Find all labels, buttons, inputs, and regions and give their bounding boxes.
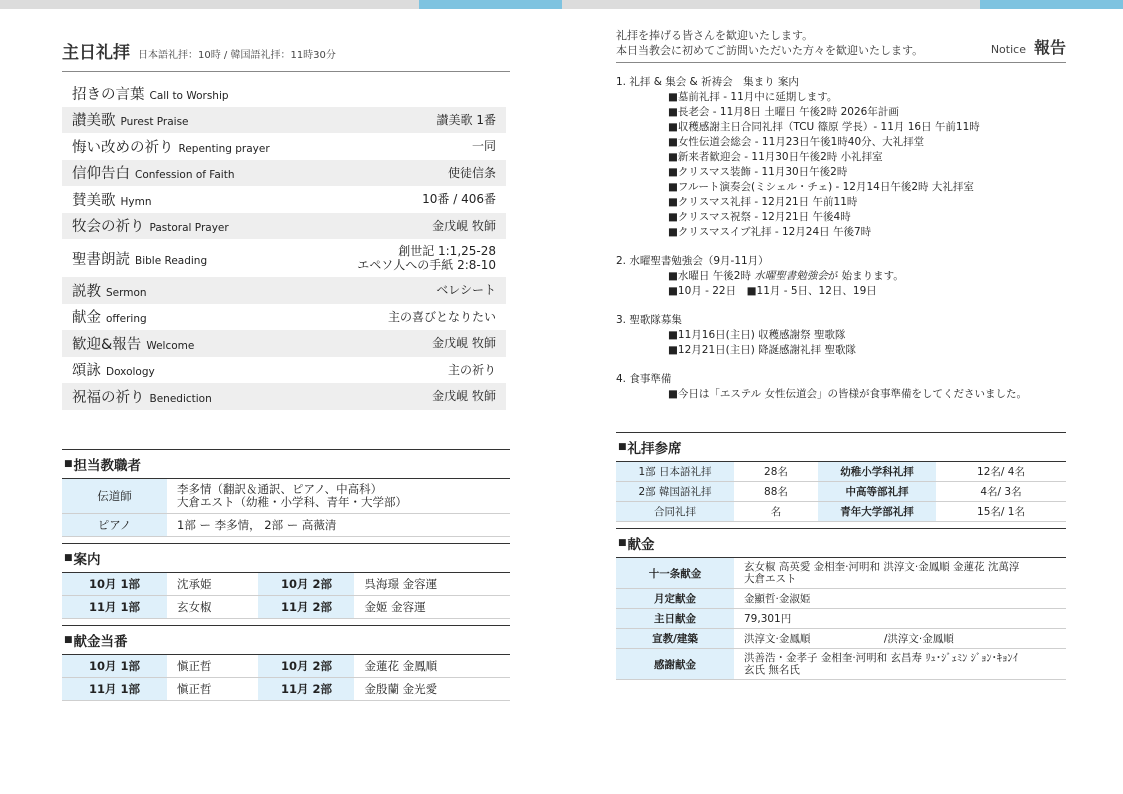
staff-title: 担当教職者: [73, 457, 142, 474]
staff-label: ピアノ: [62, 513, 167, 536]
guide-cell: 沈承姫: [167, 573, 258, 596]
attendance-cell: 4名/ 3名: [936, 482, 1066, 502]
staff-value: 李多情（翻訳＆通訳、ピアノ、中高科）: [177, 481, 383, 496]
order-row: [62, 304, 506, 331]
order-item-en: Hymn: [120, 195, 152, 208]
attendance-table: [616, 462, 1066, 522]
duty-cell: 愼正哲: [167, 677, 258, 700]
guide-cell: 10月 1部: [62, 573, 167, 596]
order-item-ja: 聖書朗読: [72, 251, 130, 268]
donation-value: 79,301円: [734, 609, 1066, 629]
service-subtitle: 日本語礼拝：10時 / 韓国語礼拝：11時30分: [138, 50, 336, 61]
duty-cell: 11月 2部: [258, 677, 354, 700]
announcement-item: [616, 269, 1066, 284]
order-item-value: 金戊峴 牧師: [432, 336, 496, 351]
donations-table: [616, 558, 1066, 680]
offering-duty-section: [62, 625, 510, 701]
donation-label: 宣教/建築: [616, 629, 734, 649]
welcome-line: 本日当教会に初めてご訪問いただいた方々を歓迎いたします。: [616, 44, 924, 57]
donations-header: [616, 528, 1066, 558]
order-item-value: 金戊峴 牧師: [432, 218, 496, 233]
announcement-item: ■フルート演奏会(ミシェル・チェ) - 12月14日午後2時 大礼拝室: [668, 181, 974, 193]
welcome-text: [616, 28, 923, 58]
text-part-italic: 水曜聖書勉強会: [754, 270, 828, 282]
order-row: [62, 357, 506, 384]
order-item-value: 10番 / 406番: [422, 192, 496, 207]
order-item-en: Sermon: [106, 286, 147, 299]
donation-label: 主日献金: [616, 609, 734, 629]
order-item-ja: 賛美歌: [72, 192, 116, 209]
announcement-section: [616, 372, 1066, 402]
staff-value-2: 大倉エスト（幼稚・小学科、青年・大学部）: [177, 494, 407, 509]
staff-table: [62, 479, 510, 537]
announcement-item: ■11月16日(主日) 収穫感謝祭 聖歌隊: [668, 329, 846, 341]
section-mark-icon: ■: [64, 552, 73, 563]
donation-label: 月定献金: [616, 589, 734, 609]
announcement-item: ■クリスマス祝祭 - 12月21日 午後4時: [668, 211, 851, 223]
duty-cell: 10月 2部: [258, 655, 354, 678]
staff-section: [62, 449, 510, 537]
order-item-value: ベレシート: [436, 283, 496, 298]
order-item-ja: 歓迎&報告: [72, 336, 142, 353]
announcement-section: [616, 254, 1066, 299]
announcement-item: ■女性伝道会総会 - 11月23日午後1時40分、大礼拝堂: [668, 136, 925, 148]
order-item-ja: 信仰告白: [72, 166, 130, 183]
order-item-en: Confession of Faith: [135, 169, 235, 182]
order-row: [62, 239, 506, 277]
guide-section: [62, 543, 510, 619]
order-row: [62, 133, 506, 160]
guide-cell: 11月 1部: [62, 595, 167, 618]
attendance-cell: 88名: [734, 482, 818, 502]
attendance-cell: 1部 日本語礼拝: [616, 462, 734, 482]
order-item-value: 主の喜びとなりたい: [387, 309, 496, 324]
order-row: [62, 277, 506, 304]
order-item-value: 主の祈り: [447, 362, 496, 377]
attendance-cell: 青年大学部礼拝: [818, 502, 936, 522]
order-item-ja: 頌詠: [72, 363, 101, 380]
donation-value: 玄女椒 高英愛 金相奎·河明和 洪淳文·金鳳順 金蓮花 沈萬淳: [744, 561, 1020, 573]
announcement-item: ■10月 - 22日 ■11月 - 5日、12日、19日: [668, 285, 877, 297]
guide-cell: 玄女椒: [167, 595, 258, 618]
announcement-item: ■クリスマス装飾 - 11月30日午後2時: [668, 166, 848, 178]
staff-label: 伝道師: [62, 479, 167, 514]
text-part: が 始まります。: [827, 270, 904, 282]
order-item-ja: 牧会の祈り: [72, 219, 145, 236]
top-bar-left-accent: [419, 0, 562, 9]
attendance-cell: 名: [734, 502, 818, 522]
donations-section: [616, 528, 1066, 680]
announcement-item: ■クリスマス礼拝 - 12月21日 午前11時: [668, 196, 858, 208]
announcement-title: 2. 水曜聖書勉強会（9月-11月）: [616, 255, 769, 267]
guide-title: 案内: [73, 551, 101, 568]
donations-title: 献金: [627, 537, 655, 553]
offering-duty-header: [62, 625, 510, 655]
donation-label: 十一条献金: [616, 558, 734, 589]
announcement-section: [616, 313, 1066, 358]
section-mark-icon: ■: [618, 442, 627, 452]
order-item-value: 一同: [471, 139, 496, 154]
order-row: [62, 160, 506, 187]
order-row: [62, 383, 506, 410]
attendance-cell: 中高等部礼拝: [818, 482, 936, 502]
donation-label: 感謝献金: [616, 649, 734, 680]
announcement-item: ■12月21日(主日) 降誕感謝礼拝 聖歌隊: [668, 344, 857, 356]
order-row: [62, 107, 506, 134]
announcement-item: ■新来者歓迎会 - 11月30日午後2時 小礼拝室: [668, 151, 883, 163]
duty-cell: 金殷蘭 金光愛: [354, 677, 510, 700]
order-item-en: Call to Worship: [149, 89, 229, 102]
order-item-en: Welcome: [146, 339, 195, 352]
order-item-value: 金戊峴 牧師: [432, 389, 496, 404]
attendance-section: [616, 432, 1066, 522]
top-bar-right-accent: [980, 0, 1123, 9]
notice-label-ja: 報告: [1033, 38, 1066, 57]
announcement-title: 4. 食事準備: [616, 373, 672, 385]
order-item-value: 使徒信条: [447, 165, 496, 180]
announcement-title: 3. 聖歌隊募集: [616, 314, 682, 326]
order-item-ja: 讃美歌: [72, 113, 116, 130]
guide-cell: 11月 2部: [258, 595, 354, 618]
order-item-ja: 説教: [72, 283, 101, 300]
offering-duty-title: 献金当番: [73, 633, 128, 650]
order-item-en: offering: [106, 313, 147, 326]
announcement-item: ■クリスマスイブ礼拝 - 12月24日 午後7時: [668, 226, 872, 238]
order-item-en: Purest Praise: [120, 116, 189, 129]
duty-cell: 11月 1部: [62, 677, 167, 700]
attendance-title: 礼拝参席: [627, 441, 682, 457]
top-bar-right: [562, 0, 980, 9]
attendance-cell: 15名/ 1名: [936, 502, 1066, 522]
donation-value-2: 玄氏 無名氏: [744, 664, 800, 676]
donation-value: 洪淳文·金鳳順 /洪淳文·金鳳順: [734, 629, 1066, 649]
order-item-en: Repenting prayer: [178, 142, 270, 155]
top-bar-left: [0, 0, 419, 9]
guide-table: [62, 573, 510, 619]
service-title: 主日礼拝: [62, 43, 130, 63]
left-page: [62, 38, 510, 701]
guide-cell: 10月 2部: [258, 573, 354, 596]
attendance-cell: 28名: [734, 462, 818, 482]
announcement-item: ■墓前礼拝 - 11月中に延期します。: [668, 91, 838, 103]
order-item-en: Benediction: [149, 392, 212, 405]
order-item-value: 創世記 1:1,25-28: [398, 244, 496, 258]
announcements: [616, 75, 1066, 402]
order-item-value: 讃美歌 1番: [436, 112, 496, 127]
guide-cell: 金姬 金容運: [354, 595, 510, 618]
text-part: ■水曜日 午後2時: [668, 270, 755, 282]
attendance-header: [616, 432, 1066, 462]
attendance-cell: 2部 韓国語礼拝: [616, 482, 734, 502]
order-row: [62, 80, 506, 107]
offering-duty-table: [62, 655, 510, 701]
order-row: [62, 213, 506, 240]
announcement-item: ■長老会 - 11月8日 土曜日 午後2時 2026年計画: [668, 106, 899, 118]
staff-value: 1部 ー 李多情， 2部 ー 高薇清: [167, 513, 510, 536]
welcome-line: 礼拝を捧げる皆さんを歓迎いたします。: [616, 29, 814, 42]
donation-value-2: 大倉エスト: [744, 573, 797, 585]
order-row: [62, 330, 506, 357]
donation-value: 金顯哲·金淑姫: [734, 589, 1066, 609]
attendance-cell: 幼稚小学科礼拝: [818, 462, 936, 482]
section-mark-icon: ■: [64, 634, 73, 645]
order-item-value-2: エペソ人への手紙 2:8-10: [357, 258, 496, 272]
notice-header: [616, 28, 1066, 63]
donation-value: 洪善浩・金孝子 金相奎·河明和 玄昌寿 ﾘｭ･ｼﾞｪﾐﾝ ｼﾞｮﾝ･ｷｮﾝｲ: [744, 652, 1018, 664]
order-row: [62, 186, 506, 213]
order-item-en: Bible Reading: [135, 254, 208, 267]
duty-cell: 金蓮花 金鳳順: [354, 655, 510, 678]
duty-cell: 愼正哲: [167, 655, 258, 678]
announcement-item: ■収穫感謝主日合同礼拝（TCU 篠原 学長）- 11月 16日 午前11時: [668, 121, 980, 133]
section-mark-icon: ■: [618, 538, 627, 548]
order-item-en: Pastoral Prayer: [149, 222, 229, 235]
notice-label-en: Notice: [990, 43, 1026, 56]
order-item-en: Doxology: [106, 366, 155, 379]
guide-cell: 呉海璟 金容運: [354, 573, 510, 596]
guide-header: [62, 543, 510, 573]
section-mark-icon: ■: [64, 458, 73, 469]
staff-header: [62, 449, 510, 479]
duty-cell: 10月 1部: [62, 655, 167, 678]
order-item-ja: 献金: [72, 310, 101, 327]
order-item-ja: 祝福の祈り: [72, 389, 145, 406]
attendance-cell: 12名/ 4名: [936, 462, 1066, 482]
announcement-section: [616, 75, 1066, 240]
order-of-worship: [62, 80, 506, 410]
announcement-title: 1. 礼拝 & 集会 & 祈祷会 集まり 案内: [616, 76, 799, 88]
order-item-ja: 招きの言葉: [72, 86, 145, 103]
order-item-ja: 悔い改めの祈り: [72, 139, 174, 156]
attendance-cell: 合同礼拝: [616, 502, 734, 522]
right-page: [616, 28, 1066, 680]
announcement-item: ■今日は「エステル 女性伝道会」の皆様が食事準備をしてくださいました。: [668, 388, 1028, 400]
service-header: [62, 38, 510, 72]
